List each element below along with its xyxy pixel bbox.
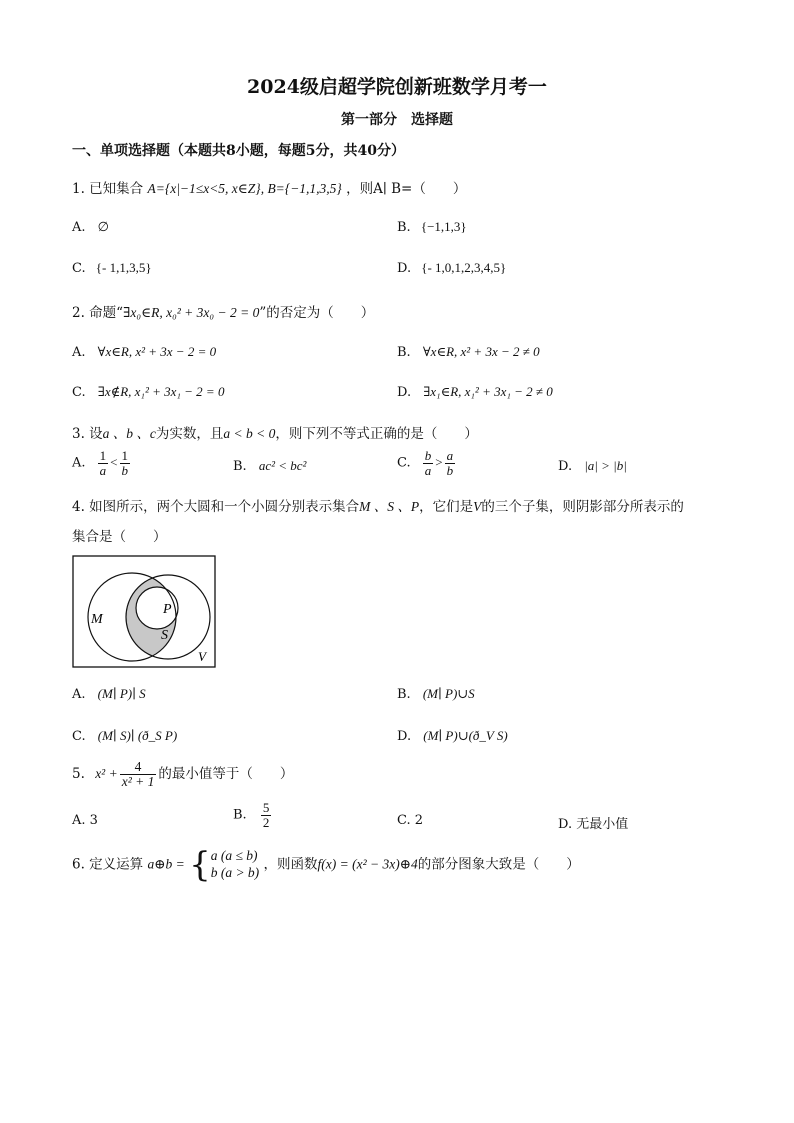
question-5-option-b[interactable] <box>233 801 273 829</box>
question-5-option-c[interactable]: C. 2 <box>397 813 424 828</box>
question-1-option-c[interactable] <box>72 260 152 276</box>
question-2-option-b[interactable] <box>397 344 540 360</box>
option-letter: A. <box>72 345 86 360</box>
question-5-fraction <box>120 760 157 789</box>
page-title: 2024级启超学院创新班数学月考一 <box>247 76 547 98</box>
numerator: a <box>446 448 454 463</box>
question-2-option-d[interactable] <box>397 384 553 400</box>
option-letter: D. <box>558 459 573 474</box>
question-5-stem <box>72 760 293 789</box>
question-6-operator: a⊕b = <box>147 856 185 872</box>
question-3-stem <box>72 422 478 442</box>
question-6-lead: 6. 定义运算 <box>72 856 144 873</box>
fraction <box>120 449 131 477</box>
question-5-option-a[interactable]: A. 3 <box>72 813 98 828</box>
part-heading: 第一部分 选择题 <box>341 112 453 128</box>
section-heading: 一、单项选择题（本题共8小题，每题5分，共40分） <box>72 143 405 159</box>
option-letter: C. <box>72 385 86 400</box>
question-3-tail: ，则下列不等式正确的是（ ） <box>275 426 478 442</box>
numerator: b <box>424 448 432 463</box>
question-1-option-d[interactable] <box>397 260 506 276</box>
option-value: (M∣ S)∣ (ð_S P) <box>97 728 178 743</box>
option-value: ∀x∈R, x² + 3x − 2 = 0 <box>97 344 217 359</box>
option-letter: D. <box>397 261 412 276</box>
question-4-option-c[interactable] <box>72 728 177 744</box>
question-4-stem-line-2: 集合是（ ） <box>72 529 167 545</box>
question-3-condition: a < b < 0 <box>223 426 276 441</box>
question-5-lead: 5. <box>72 766 85 783</box>
option-value: (M∣ P)∪(ð_V S) <box>423 728 508 743</box>
option-letter: B. <box>397 220 411 235</box>
question-3-vars: a 、b 、c <box>102 426 156 441</box>
question-4-option-d[interactable] <box>397 728 508 744</box>
denominator: a <box>424 462 432 478</box>
fraction <box>261 801 272 829</box>
option-value: ∅ <box>97 219 109 234</box>
label-m: M <box>91 612 103 627</box>
label-s: S <box>161 628 168 643</box>
option-letter: B. <box>397 345 411 360</box>
question-4-option-a[interactable] <box>72 686 146 702</box>
question-4-lead: 4. 如图所示，两个大圆和一个小圆分别表示集合 <box>72 499 360 515</box>
option-letter: A. <box>72 220 86 235</box>
option-letter: C. <box>72 729 86 744</box>
option-value: ∃x∉R, x₁² + 3x₁ − 2 = 0 <box>97 384 225 399</box>
option-value: {- 1,1,3,5} <box>95 260 152 275</box>
option-value: {−1,1,3} <box>420 219 467 234</box>
question-6-tail: 的部分图象大致是（ ） <box>417 856 580 873</box>
question-2-expr: ∃x₀∈R, x₀² + 3x₀ − 2 = 0 <box>123 305 260 320</box>
label-v: V <box>198 649 206 664</box>
question-2-option-c[interactable] <box>72 384 224 400</box>
option-letter: D. <box>397 729 412 744</box>
question-5-option-d[interactable]: D. 无最小值 <box>558 817 629 832</box>
option-value: |a| > |b| <box>584 458 627 473</box>
question-2-stem <box>72 301 374 321</box>
question-3-option-a[interactable] <box>72 449 132 477</box>
numerator: 4 <box>120 760 157 775</box>
numerator: 1 <box>121 448 129 463</box>
denominator: b <box>446 462 454 478</box>
venn-diagram <box>72 555 216 668</box>
question-4-stem-line-1 <box>72 495 684 515</box>
option-value: (M∣ P)∣ S <box>97 686 146 701</box>
numerator: 1 <box>99 448 107 463</box>
question-5-tail: 的最小值等于（ ） <box>158 766 294 783</box>
option-value: (M∣ P)∪S <box>422 686 475 701</box>
option-letter: C. <box>72 261 86 276</box>
question-3-option-b[interactable] <box>233 458 306 474</box>
operator: < <box>110 454 118 470</box>
fraction <box>445 449 456 477</box>
piecewise <box>189 845 260 885</box>
denominator: x² + 1 <box>121 774 155 790</box>
fraction <box>98 449 109 477</box>
fraction <box>423 449 434 477</box>
question-1-sets: A={x|−1≤x<5, x∈Z}, B={−1,1,3,5} <box>147 181 342 196</box>
option-letter: C. <box>397 455 411 471</box>
question-1-option-a[interactable] <box>72 219 109 235</box>
brace-icon: { <box>189 845 211 885</box>
option-letter: A. <box>72 455 86 471</box>
option-value: ∀x∈R, x² + 3x − 2 ≠ 0 <box>422 344 540 359</box>
question-4-option-b[interactable] <box>397 686 475 702</box>
question-6-function: f(x) = (x² − 3x)⊕4 <box>317 856 418 872</box>
question-4-universal: V <box>473 499 482 514</box>
question-6-mid: ，则函数 <box>263 856 318 873</box>
cases <box>211 848 259 882</box>
question-1-option-b[interactable] <box>397 219 467 235</box>
case-1: a (a ≤ b) <box>210 848 258 864</box>
case-2: b (a > b) <box>210 865 260 880</box>
option-value: {- 1,0,1,2,3,4,5} <box>421 260 507 275</box>
denominator: 2 <box>262 814 270 830</box>
question-1-tail: ，则A∣ B=（ ） <box>346 181 467 197</box>
question-4-sets: M 、S 、P <box>359 499 420 514</box>
question-4-tail: 的三个子集，则阴影部分所表示的 <box>481 499 684 515</box>
denominator: b <box>121 462 129 478</box>
question-2-tail: ”的否定为（ ） <box>259 305 375 321</box>
question-1-lead: 1. 已知集合 <box>72 181 144 197</box>
option-value: ac² < bc² <box>258 458 307 473</box>
question-3-option-d[interactable] <box>558 458 627 474</box>
option-letter: B. <box>397 687 411 702</box>
option-letter: B. <box>233 807 247 823</box>
numerator: 5 <box>262 800 270 815</box>
question-6-stem <box>72 845 580 885</box>
question-5-expr: x² + <box>95 766 118 782</box>
question-4-mid: ，它们是 <box>419 499 474 515</box>
question-3-lead: 3. 设 <box>72 426 103 442</box>
question-2-option-a[interactable] <box>72 344 216 360</box>
question-1-stem <box>72 177 466 197</box>
label-p: P <box>163 602 172 617</box>
operator: > <box>435 454 443 470</box>
option-letter: A. <box>72 687 86 702</box>
option-value: ∃x₁∈R, x₁² + 3x₁ − 2 ≠ 0 <box>423 384 553 399</box>
question-3-mid: 为实数，且 <box>155 426 224 442</box>
option-letter: D. <box>397 385 412 400</box>
question-2-lead: 2. 命题“ <box>72 305 124 321</box>
option-letter: B. <box>233 459 247 474</box>
question-3-option-c[interactable] <box>397 449 457 477</box>
denominator: a <box>99 462 107 478</box>
